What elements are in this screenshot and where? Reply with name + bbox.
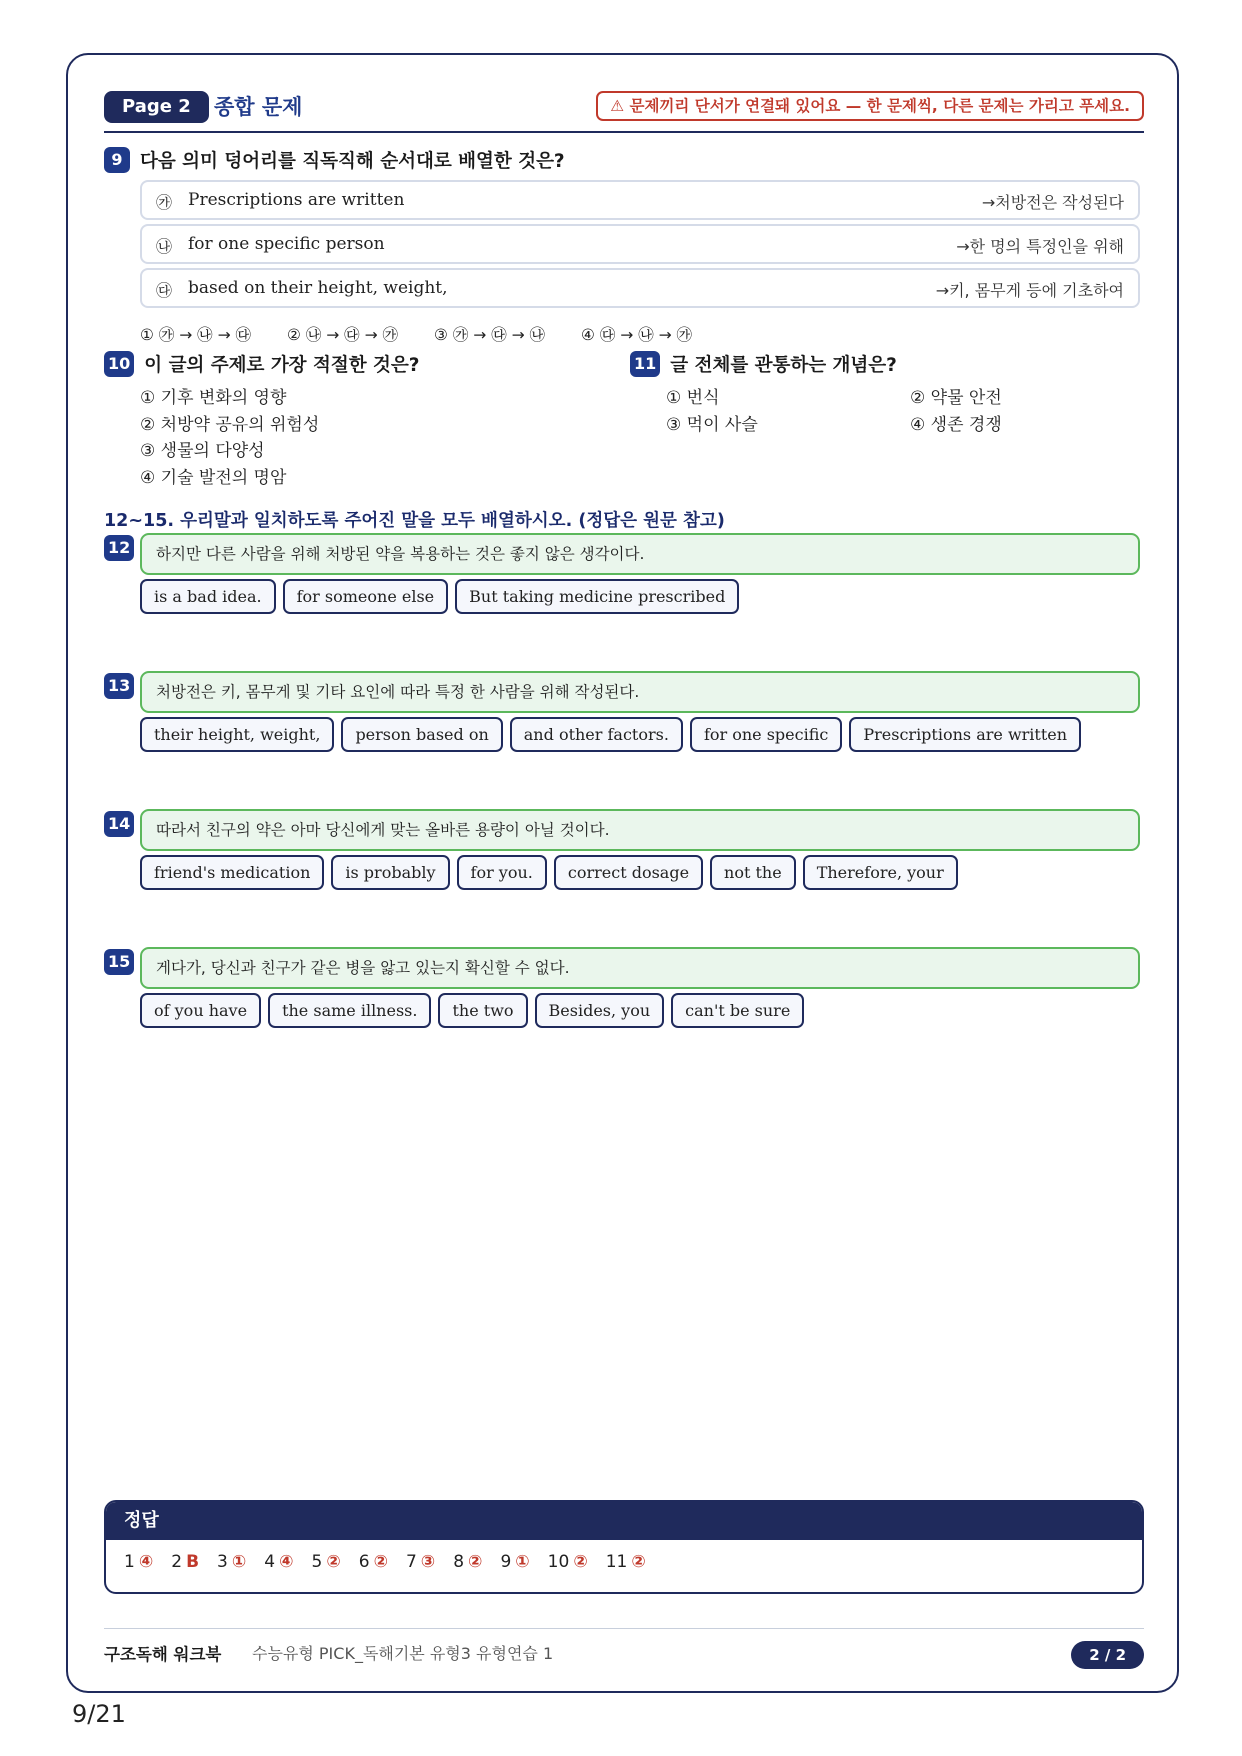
- option-item[interactable]: ① 번식: [666, 388, 720, 408]
- answer-item: 8 ②: [453, 1552, 483, 1572]
- document-page-counter: 9/21: [72, 1700, 126, 1728]
- task-number: 12: [104, 535, 134, 561]
- chunk-marker: ㉮: [156, 193, 173, 212]
- answer-key-box: [104, 1500, 1144, 1594]
- q10-options: [140, 385, 319, 491]
- question-number: 10: [104, 351, 134, 377]
- korean-sentence-box: 하지만 다른 사람을 위해 처방된 약을 복용하는 것은 좋지 않은 생각이다.: [140, 533, 1140, 575]
- footer-subtitle: 수능유형 PICK_독해기본 유형3 유형연습 1: [252, 1644, 554, 1663]
- option-item[interactable]: ④ 기술 발전의 명암: [140, 467, 287, 488]
- word-tile[interactable]: is a bad idea.: [140, 579, 276, 614]
- footer-brand: 구조독해 워크북: [104, 1645, 222, 1664]
- option-item[interactable]: ④ ㉰ → ㉯ → ㉮: [581, 326, 693, 344]
- option-item[interactable]: ② 처방약 공유의 위험성: [140, 414, 320, 435]
- word-tile[interactable]: person based on: [341, 717, 502, 752]
- q11-options: [666, 385, 1110, 438]
- option-item[interactable]: ③ 생물의 다양성: [140, 441, 265, 461]
- option-item[interactable]: ③ ㉮ → ㉰ → ㉯: [434, 326, 546, 344]
- answer-item: 5 ②: [311, 1552, 341, 1572]
- answer-item: 7 ③: [405, 1552, 436, 1572]
- word-tile[interactable]: for you.: [457, 855, 547, 890]
- arrange-instruction: 12~15. 우리말과 일치하도록 주어진 말을 모두 배열하시오. (정답은 원문 참고): [104, 511, 725, 531]
- answer-key-title: 정답: [106, 1502, 1142, 1540]
- word-tile[interactable]: Prescriptions are written: [849, 717, 1081, 752]
- word-tile[interactable]: for someone else: [283, 579, 449, 614]
- chunk-marker: ㉰: [156, 281, 173, 300]
- page-footer: [104, 1628, 1144, 1672]
- page-label-badge: Page 2: [104, 91, 209, 123]
- answer-item: 11 ②: [605, 1552, 646, 1572]
- korean-sentence-box: 따라서 친구의 약은 아마 당신에게 맞는 올바른 용량이 아닐 것이다.: [140, 809, 1140, 851]
- word-tiles: [140, 855, 958, 890]
- question-10-header: [104, 351, 420, 377]
- word-tile[interactable]: Therefore, your: [803, 855, 958, 890]
- worksheet-page: [66, 53, 1179, 1693]
- word-tile[interactable]: for one specific: [690, 717, 842, 752]
- option-item[interactable]: ④ 생존 경쟁: [910, 414, 1002, 435]
- chunk-marker: ㉯: [156, 237, 173, 256]
- answer-key-row: [106, 1540, 1142, 1572]
- word-tile[interactable]: But taking medicine prescribed: [455, 579, 739, 614]
- word-tile[interactable]: of you have: [140, 993, 261, 1028]
- q9-options: [140, 323, 692, 345]
- page-header: [104, 91, 1144, 133]
- korean-sentence-box: 게다가, 당신과 친구가 같은 병을 앓고 있는지 확신할 수 없다.: [140, 947, 1140, 989]
- word-tile[interactable]: correct dosage: [554, 855, 703, 890]
- footer-page-badge: 2 / 2: [1071, 1641, 1144, 1669]
- word-tile[interactable]: can't be sure: [671, 993, 804, 1028]
- chunk-english: for one specific person: [188, 234, 385, 254]
- word-tiles: [140, 993, 804, 1028]
- word-tile[interactable]: friend's medication: [140, 855, 324, 890]
- answer-item: 1 ④: [124, 1552, 154, 1572]
- word-tile[interactable]: and other factors.: [510, 717, 683, 752]
- task-number: 14: [104, 811, 134, 837]
- answer-item: 3 ①: [217, 1552, 247, 1572]
- task-number: 15: [104, 949, 134, 975]
- chunk-row: [140, 180, 1140, 220]
- word-tile[interactable]: the two: [438, 993, 527, 1028]
- chunk-english: Prescriptions are written: [188, 190, 405, 210]
- question-title: 글 전체를 관통하는 개념은?: [670, 355, 897, 376]
- question-9-header: [104, 147, 565, 173]
- chunk-korean: →키, 몸무게 등에 기초하여: [935, 281, 1124, 300]
- answer-item: 9 ①: [500, 1552, 530, 1572]
- chunk-korean: →한 명의 특정인을 위해: [956, 237, 1124, 256]
- answer-item: 2 B: [171, 1552, 200, 1572]
- chunk-row: [140, 224, 1140, 264]
- question-title: 다음 의미 덩어리를 직독직해 순서대로 배열한 것은?: [140, 151, 565, 172]
- question-title: 이 글의 주제로 가장 적절한 것은?: [144, 355, 420, 376]
- chunk-english: based on their height, weight,: [188, 278, 448, 298]
- answer-item: 4 ④: [264, 1552, 294, 1572]
- word-tile[interactable]: not the: [710, 855, 796, 890]
- option-item[interactable]: ① 기후 변화의 영향: [140, 388, 287, 408]
- option-item[interactable]: ② ㉯ → ㉰ → ㉮: [287, 326, 399, 344]
- word-tile[interactable]: is probably: [331, 855, 449, 890]
- section-title: 종합 문제: [214, 95, 303, 119]
- question-11-header: [630, 351, 897, 377]
- word-tile[interactable]: their height, weight,: [140, 717, 334, 752]
- word-tile[interactable]: the same illness.: [268, 993, 431, 1028]
- warning-banner: ⚠ 문제끼리 단서가 연결돼 있어요 — 한 문제씩, 다른 문제는 가리고 푸세요.: [596, 91, 1144, 121]
- question-number: 11: [630, 351, 660, 377]
- answer-item: 6 ②: [358, 1552, 388, 1572]
- answer-item: 10 ②: [547, 1552, 588, 1572]
- korean-sentence-box: 처방전은 키, 몸무게 및 기타 요인에 따라 특정 한 사람을 위해 작성된다.: [140, 671, 1140, 713]
- task-number: 13: [104, 673, 134, 699]
- option-item[interactable]: ② 약물 안전: [910, 388, 1002, 408]
- word-tiles: [140, 579, 739, 614]
- word-tile[interactable]: Besides, you: [535, 993, 665, 1028]
- word-tiles: [140, 717, 1081, 752]
- option-item[interactable]: ① ㉮ → ㉯ → ㉰: [140, 326, 252, 344]
- chunk-row: [140, 268, 1140, 308]
- question-number: 9: [104, 147, 130, 173]
- option-item[interactable]: ③ 먹이 사슬: [666, 414, 758, 435]
- chunk-korean: →처방전은 작성된다: [981, 193, 1124, 212]
